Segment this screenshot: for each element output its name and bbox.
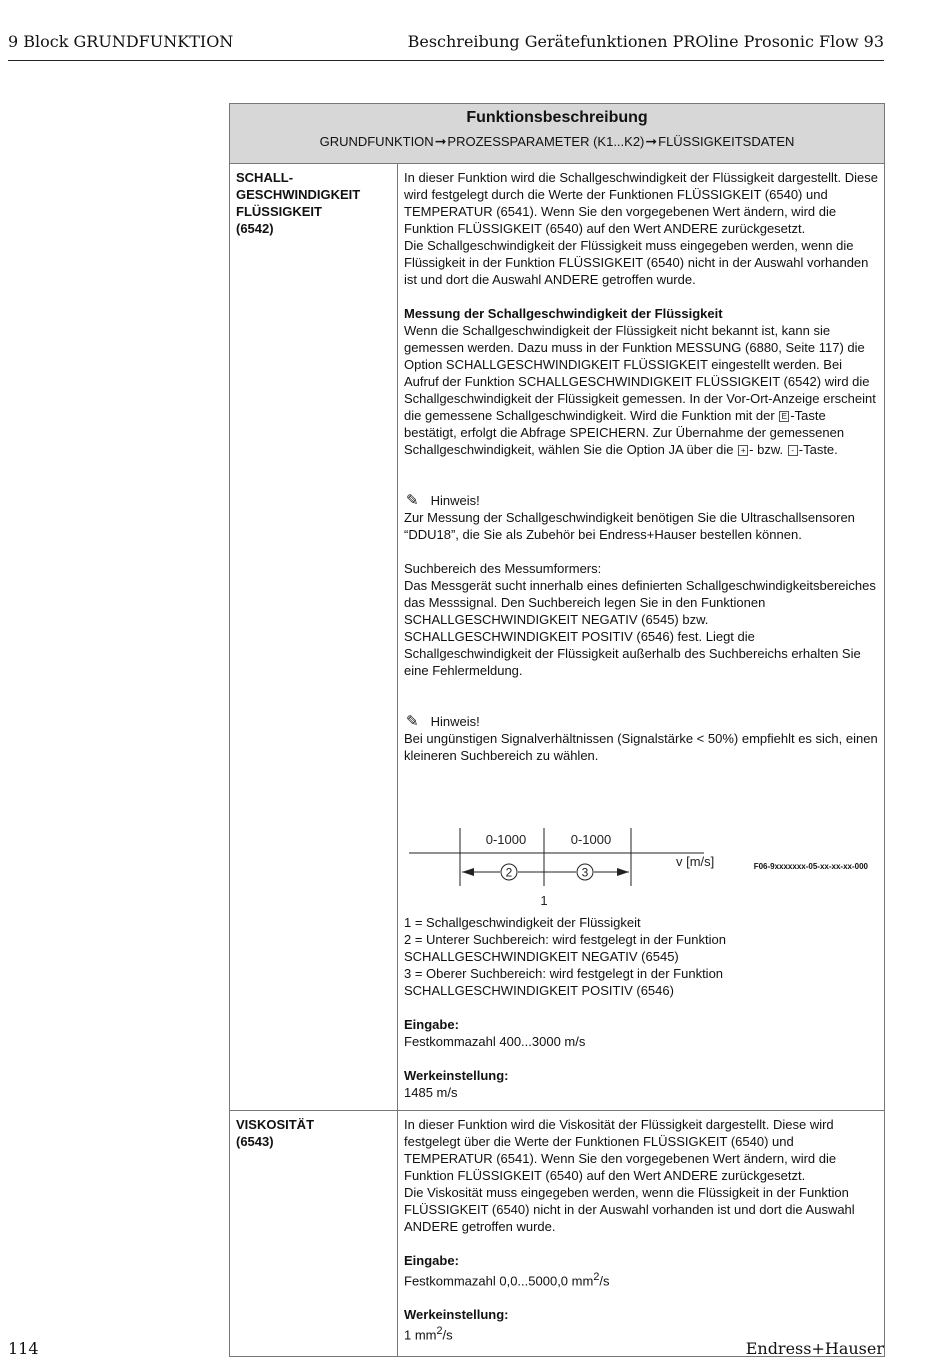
path-level-3: FLÜSSIGKEITSDATEN <box>658 134 795 149</box>
chapter-title: 9 Block GRUNDFUNKTION <box>8 32 234 51</box>
page-number: 114 <box>8 1339 39 1358</box>
function-label-cell <box>230 164 398 1111</box>
note-heading <box>404 713 878 730</box>
text-span: Festkommazahl 0,0...5000,0 mm <box>404 1273 594 1289</box>
note-text: Zur Messung der Schallgeschwindigkeit benötigen Sie die Ultraschallsensoren “DDU18”, die Sie als Zubehör bei Endress+Hauser bestellen können. <box>404 510 855 542</box>
lower-range-label: 0-1000 <box>485 832 527 847</box>
superscript: 2 <box>436 1325 443 1338</box>
description-paragraph: In dieser Funktion wird die Schallgeschwindigkeit der Flüssigkeit dargestellt. Diese wird festgelegt durch die Werte der Funktionen FLÜSSIGKEIT (6540) und TEMPERATUR (6541). Wenn Sie den vorgegebenen Wert ändern, wird die Funktion FLÜSSIGKEIT (6540) auf den Wert ANDERE zurückgesetzt. <box>404 170 879 236</box>
description-paragraph: Die Schallgeschwindigkeit der Flüssigkeit muss eingegeben werden, wenn die Flüssigkeit in der Funktion FLÜSSIGKEIT (6540) nicht in der Auswahl vorhanden ist und dort die Auswahl ANDERE getroffen wurde. <box>404 238 869 287</box>
input-label: Eingabe: <box>404 1253 459 1268</box>
path-level-2: PROZESSPARAMETER (K1...K2) <box>447 134 645 149</box>
legend-item: 3 = Oberer Suchbereich: wird festgelegt in der Funktion SCHALLGESCHWINDIGKEIT POSITIV (6546) <box>404 966 724 998</box>
menu-path <box>234 129 880 154</box>
default-label: Werkeinstellung: <box>404 1068 509 1083</box>
text-span: Wenn die Schallgeschwindigkeit der Flüssigkeit nicht bekannt ist, kann sie gemessen werden. Dazu muss in der Funktion MESSUNG (6880, Seite 117) die Option SCHALLGESCHWINDIGKEIT FLÜSSIGKEIT eingestellt werden. Bei Aufruf der Funktion SCHALLGESCHWINDIGKEIT FLÜSSIGKEIT (6542) wird die Schallgeschwindigkeit der Flüssigkeit gemessen. In der Vor-Ort-Anzeige erscheint die gemessene Schallgeschwindigkeit. Wird die Funktion mit der <box>404 323 876 423</box>
marker-label-1: 1 <box>540 893 548 908</box>
arrow-right-icon <box>617 868 629 876</box>
axis-label: v [m/s] <box>676 854 715 869</box>
function-label-line: (6542) <box>236 221 274 236</box>
function-description-table <box>229 103 885 1357</box>
text-span: /s <box>442 1327 453 1343</box>
note-label: Hinweis! <box>430 714 480 729</box>
description-paragraph: Das Messgerät sucht innerhalb eines definierten Schallgeschwindigkeitsbereiches das Messsignal. Den Suchbereich legen Sie in den Funktionen SCHALLGESCHWINDIGKEIT NEGATIV (6545) bzw. SCHALLGESCHWINDIGKEIT POSITIV (6546) fest. Liegt die Schallgeschwindigkeit der Flüssigkeit außerhalb des Suchbereichs erhalten Sie eine Fehlermeldung. <box>404 578 876 678</box>
function-label-line: GESCHWINDIGKEIT <box>236 187 361 202</box>
brand-logo-text: Endress+Hauser <box>745 1339 884 1358</box>
page-header <box>8 32 884 61</box>
function-label-line: SCHALL- <box>236 170 294 185</box>
function-label-line: (6543) <box>236 1134 274 1149</box>
marker-label-2: 2 <box>505 865 513 880</box>
section-heading: Messung der Schallgeschwindigkeit der Flüssigkeit <box>404 306 723 321</box>
input-value <box>404 1269 878 1289</box>
table-header <box>230 104 885 164</box>
figure-code: F06-9xxxxxxx-05-xx-xx-xx-000 <box>753 862 868 871</box>
text-span: /s <box>599 1273 610 1289</box>
plus-key-icon: + <box>738 445 748 456</box>
legend-item: 1 = Schallgeschwindigkeit der Flüssigkeit <box>404 915 641 930</box>
note-heading <box>404 492 878 509</box>
minus-key-icon: - <box>788 445 798 456</box>
table-title: Funktionsbeschreibung <box>466 109 648 126</box>
default-label: Werkeinstellung: <box>404 1307 509 1323</box>
text-span: -Taste. <box>798 442 838 457</box>
table-row <box>230 164 885 1111</box>
search-range-diagram <box>404 804 878 914</box>
function-description-cell <box>398 164 885 1111</box>
input-value: Festkommazahl 400...3000 m/s <box>404 1034 586 1049</box>
input-label: Eingabe: <box>404 1017 459 1032</box>
default-value: 1485 m/s <box>404 1085 458 1100</box>
text-span: - bzw. <box>749 442 784 457</box>
arrow-left-icon <box>462 868 474 876</box>
pencil-icon: ✎ <box>406 492 419 509</box>
marker-label-3: 3 <box>581 865 589 880</box>
note-label: Hinweis! <box>430 493 480 508</box>
function-description-cell <box>398 1111 885 1357</box>
arrow-right-icon: ➞ <box>434 133 447 149</box>
note-text: Bei ungünstigen Signalverhältnissen (Signalstärke < 50%) empfiehlt es sich, einen kleineren Suchbereich zu wählen. <box>404 731 878 763</box>
path-level-1: GRUNDFUNKTION <box>319 134 434 149</box>
function-label-cell <box>230 1111 398 1357</box>
section-heading: Suchbereich des Messumformers: <box>404 561 602 576</box>
upper-range-label: 0-1000 <box>570 832 612 847</box>
description-paragraph: In dieser Funktion wird die Viskosität der Flüssigkeit dargestellt. Diese wird festgelegt über die Werte der Funktionen FLÜSSIGKEIT (6540) und TEMPERATUR (6541). Wenn Sie den vorgegebenen Wert ändern, wird die Funktion FLÜSSIGKEIT (6540) auf den Wert ANDERE zurückgesetzt. <box>404 1117 837 1183</box>
arrow-right-icon: ➞ <box>645 133 658 149</box>
legend-item: 2 = Unterer Suchbereich: wird festgelegt in der Funktion SCHALLGESCHWINDIGKEIT NEGATIV (6545) <box>404 932 726 964</box>
description-paragraph <box>404 322 878 458</box>
table-row <box>230 1111 885 1357</box>
superscript: 2 <box>593 1271 600 1283</box>
text-span: -Taste bestätigt, erfolgt die Abfrage SPEICHERN. Zur Übernahme der gemessenen Schallgeschwindigkeit, wählen Sie die Option JA über die <box>404 408 845 457</box>
enter-key-icon: E <box>779 411 789 422</box>
function-label-line: VISKOSITÄT <box>236 1117 315 1132</box>
description-paragraph: Die Viskosität muss eingegeben werden, wenn die Flüssigkeit in der Funktion FLÜSSIGKEIT (6540) nicht in der Auswahl vorhanden ist und dort die Auswahl ANDERE getroffen wurde. <box>404 1185 855 1234</box>
function-label-line: FLÜSSIGKEIT <box>236 204 322 219</box>
pencil-icon: ✎ <box>406 713 419 730</box>
text-span: 1 mm <box>404 1327 437 1343</box>
document-title: Beschreibung Gerätefunktionen PROline Prosonic Flow 93 <box>407 32 884 51</box>
